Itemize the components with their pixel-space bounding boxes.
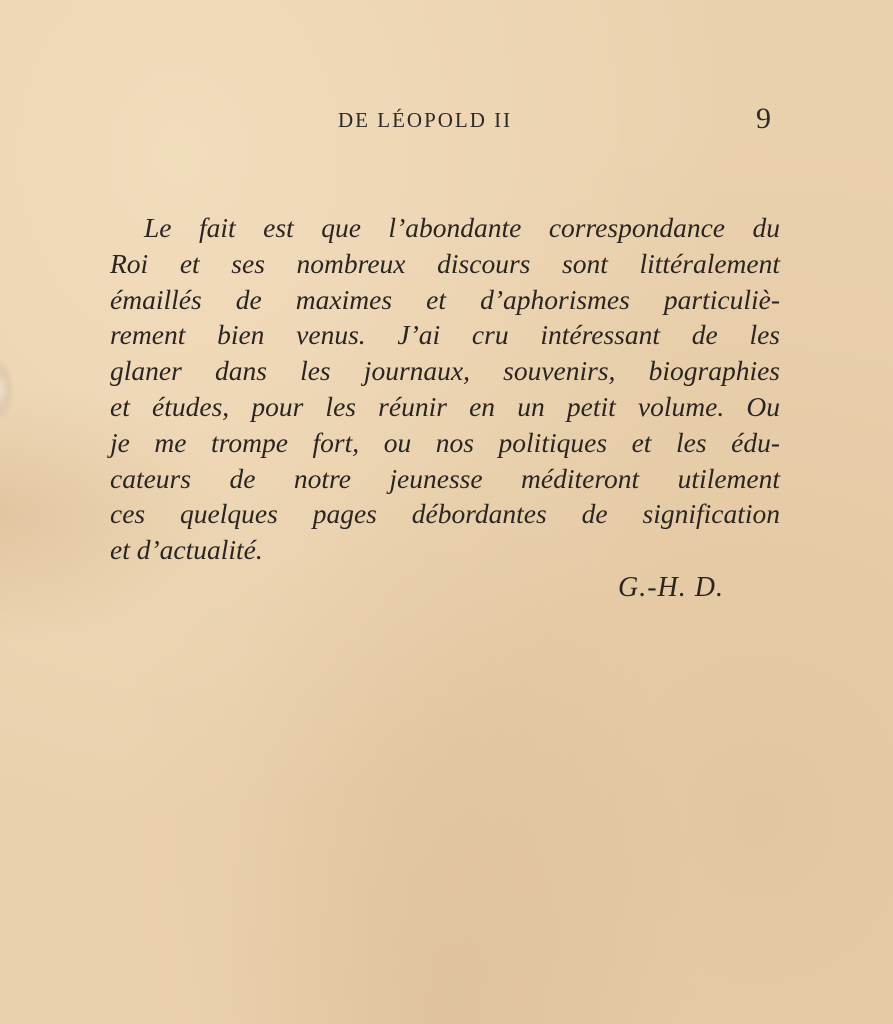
text-line: ces quelques pages débordantes de signification [110, 498, 780, 530]
signature-initials: G.-H. D. [618, 572, 724, 603]
running-head: DE LÉOPOLD II [338, 108, 513, 132]
text-line: Le fait est que l’abondante correspondance du [144, 212, 780, 243]
text-line: rement bien venus. J’ai cru intéressant de les [110, 319, 780, 351]
paper-edge-wear [0, 360, 14, 420]
body-paragraph [110, 210, 780, 568]
text-line: cateurs de notre jeunesse méditeront utilement [110, 462, 780, 494]
text-line: Roi et ses nombreux discours sont littéralement [110, 247, 780, 279]
text-line: et d’actualité. [110, 534, 263, 566]
text-line: je me trompe fort, ou nos politiques et les édu- [110, 426, 780, 458]
text-line: et études, pour les réunir en un petit volume. Ou [110, 390, 780, 422]
text-line: émaillés de maximes et d’aphorismes particuliè- [110, 283, 780, 315]
text-line: glaner dans les journaux, souvenirs, biographies [110, 355, 780, 387]
page-number: 9 [756, 102, 771, 135]
